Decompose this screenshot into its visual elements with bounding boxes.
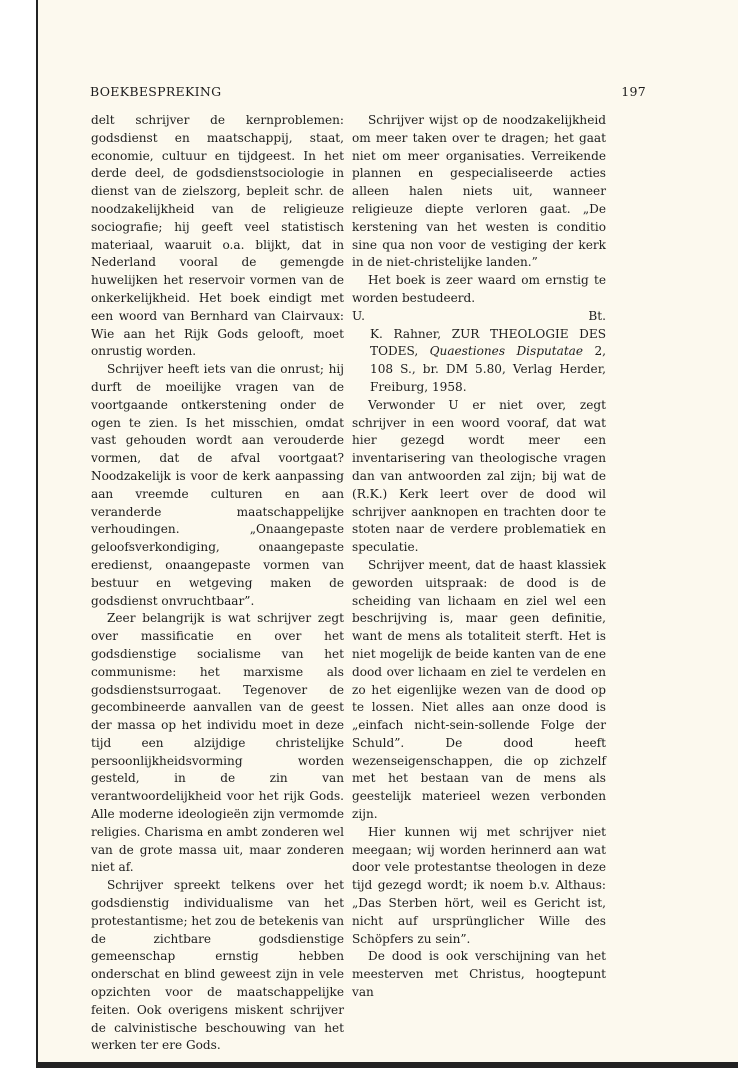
- paragraph: Schrijver meent, dat de haast klassiek geworden uitspraak: de dood is de scheiding van lichaam en ziel wel een beschrijving is, maar geen definitie, want de mens als totaliteit sterft. Het is niet mogelijk de beide kanten van de ene dood over lichaam en ziel te verdelen en zo het eigenlijke wezen van de dood op te lossen. Niet alles aan onze dood is „einfach nicht-sein-sollende Folge der Schuld”. De dood heeft wezenseigenschappen, die op zichzelf met het bestaan van de mens als geestelijk materieel wezen verbonden zijn.: [352, 557, 606, 822]
- left-column: [91, 112, 344, 1055]
- paragraph: De dood is ook verschijning van het meesterven met Christus, hoogtepunt van: [352, 949, 606, 1000]
- paragraph: Het boek is zeer waard om ernstig te worden bestudeerd.: [352, 273, 606, 305]
- scan-margin: [0, 0, 38, 1068]
- book-ref-suffix: 2, 108 S., br. DM 5.80, Verlag Herder, Freiburg, 1958.: [370, 344, 606, 394]
- paragraph: Verwonder U er niet over, zegt schrijver in een woord vooraf, dat wat hier gezegd wordt meer een inventarisering van theologische vragen dan van antwoorden zal zijn; bij wat de (R.K.) Kerk leert over de dood wil schrijver aanknopen en trachten door te stoten naar de verdere problematiek en speculatie.: [352, 397, 606, 555]
- paragraph: Schrijver wijst op de noodzakelijkheid om meer taken over te dragen; het gaat niet om meer organisaties. Verreikende plannen en gespecialiseerde acties alleen halen niets uit, wanneer religieuze diepte verloren gaat. „De kerstening van het westen is conditio sine qua non voor de vestiging der kerk in de niet-christelijke landen.”: [352, 113, 606, 270]
- review-signature: [352, 308, 606, 326]
- section-title: BOEKBESPREKING: [90, 84, 222, 99]
- book-ref-series: Quaestiones Disputatae: [429, 344, 584, 359]
- paragraph: Schrijver heeft iets van die onrust; hij durft de moeilijke vragen van de voortgaande ontkerstening onder de ogen te zien. Is het misschien, omdat vast gehouden wordt aan verouderde vormen, dat de afval voortgaat? Noodzakelijk is voor de kerk aanpassing aan vreemde culturen en aan veranderde maatschappelijke verhoudingen. „Onaangepaste geloofsverkondiging, onaangepaste eredienst, onaangepaste vormen van bestuur en wetgeving maken de godsdienst onvruchtbaar”.: [91, 362, 344, 608]
- paragraph: delt schrijver de kernproblemen: godsdienst en maatschappij, staat, economie, cultuur en tijdgeest. In het derde deel, de godsdienstsociologie in dienst van de zielszorg, bepleit schr. de noodzakelijkheid van de religieuze sociografie; hij geeft veel statistisch materiaal, waaruit o.a. blijkt, dat in Nederland vooral de gemengde huwelijken het reservoir vormen van de onkerkelijkheid. Het boek eindigt met een woord van Bernhard van Clairvaux: Wie aan het Rijk Gods gelooft, moet onrustig worden.: [91, 113, 344, 359]
- scan-edge-bottom: [36, 1062, 738, 1068]
- signature-author: Bt.: [588, 308, 606, 323]
- signature-initial: U.: [352, 308, 365, 323]
- page-number: 197: [621, 84, 646, 99]
- book-reference: [352, 326, 606, 397]
- paragraph: Schrijver spreekt telkens over het godsdienstig individualisme van het protestantisme; het zou de betekenis van de zichtbare godsdienstige gemeenschap ernstig hebben onderschat en blind geweest zijn in vele opzichten voor de maatschappelijke feiten. Ook overigens miskent schrijver de calvinistische beschouwing van het werken ter ere Gods.: [91, 878, 344, 1053]
- book-ref-prefix: K. Rahner, ZUR THEOLOGIE DES TODES,: [370, 326, 606, 359]
- paragraph: Hier kunnen wij met schrijver niet meegaan; wij worden herinnerd aan wat door vele protestantse theologen in deze tijd gezegd wordt; ik noem b.v. Althaus: „Das Sterben hört, weil es Gericht ist, nicht auf ursprünglicher Wille des Schöpfers zu sein”.: [352, 824, 606, 946]
- right-column: [352, 112, 606, 1002]
- book-page: [38, 0, 738, 1062]
- paragraph: Zeer belangrijk is wat schrijver zegt over massificatie en over het godsdienstige socialisme van het communisme: het marxisme als godsdienstsurrogaat. Tegenover de gecombineerde aanvallen van de geest der massa op het individu moet in deze tijd een alzijdige christelijke persoonlijkheidsvorming worden gesteld, in de zin van verantwoordelijkheid voor het rijk Gods. Alle moderne ideologieën zijn vermomde religies. Charisma en ambt zonderen wel van de grote massa uit, maar zonderen niet af.: [91, 611, 344, 875]
